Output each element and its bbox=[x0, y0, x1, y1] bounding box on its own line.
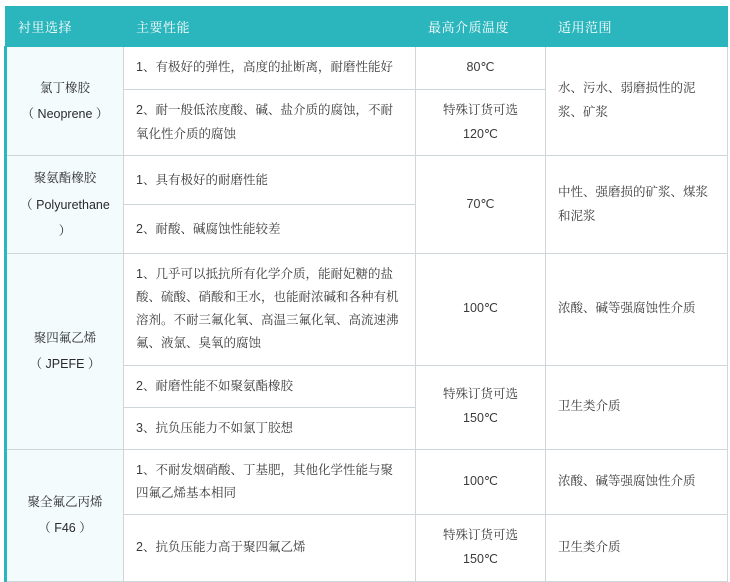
scope-cell: 卫生类介质 bbox=[546, 365, 728, 449]
temperature-line1: 70℃ bbox=[466, 196, 495, 211]
temperature-line1: 100℃ bbox=[463, 301, 498, 316]
temperature-cell bbox=[416, 156, 546, 254]
performance-cell: 2、耐酸、碱腐蚀性能较差 bbox=[124, 205, 416, 254]
material-cell-ptfe bbox=[6, 254, 124, 450]
material-name-line1: 聚四氟乙烯 bbox=[33, 331, 97, 346]
performance-cell: 2、耐一般低浓度酸、碱、盐介质的腐蚀，不耐氧化性介质的腐蚀 bbox=[124, 89, 416, 156]
material-name-line2: （ F46 ） bbox=[38, 521, 92, 536]
material-cell-neoprene bbox=[6, 47, 124, 156]
lining-selection-table bbox=[4, 6, 728, 582]
table-row bbox=[6, 254, 728, 366]
material-name-line2: （ Polyurethane ） bbox=[20, 197, 110, 238]
scope-cell: 浓酸、碱等强腐蚀性介质 bbox=[546, 449, 728, 514]
performance-cell: 3、抗负压能力不如氯丁胶想 bbox=[124, 407, 416, 449]
performance-cell: 2、耐磨性能不如聚氨酯橡胶 bbox=[124, 365, 416, 407]
performance-cell: 1、有极好的弹性，高度的扯断离，耐磨性能好 bbox=[124, 47, 416, 90]
temperature-line2: 150℃ bbox=[463, 551, 498, 566]
column-header-max-temp: 最高介质温度 bbox=[416, 7, 546, 47]
table-body bbox=[6, 47, 728, 582]
table-header bbox=[6, 7, 728, 47]
temperature-cell bbox=[416, 89, 546, 156]
temperature-line2: 150℃ bbox=[463, 411, 498, 426]
scope-cell: 浓酸、碱等强腐蚀性介质 bbox=[546, 254, 728, 366]
table-row bbox=[6, 449, 728, 514]
temperature-cell bbox=[416, 515, 546, 582]
material-name-line2: （ Neoprene ） bbox=[21, 107, 109, 122]
column-header-scope: 适用范围 bbox=[546, 7, 728, 47]
scope-cell: 水、污水、弱磨损性的泥浆、矿浆 bbox=[546, 47, 728, 156]
temperature-line2: 120℃ bbox=[463, 126, 498, 141]
temperature-line1: 特殊订货可选 bbox=[442, 528, 518, 542]
temperature-line1: 特殊订货可选 bbox=[442, 387, 518, 402]
temperature-cell bbox=[416, 365, 546, 449]
material-name-line1: 聚全氟乙丙烯 bbox=[27, 494, 103, 509]
temperature-line1: 100℃ bbox=[463, 474, 498, 488]
material-name-line2: （ JPEFE ） bbox=[29, 357, 101, 372]
scope-cell: 中性、强磨损的矿浆、煤浆和泥浆 bbox=[546, 156, 728, 254]
table-header-row bbox=[6, 7, 728, 47]
material-name-line1: 聚氨酯橡胶 bbox=[33, 171, 97, 186]
scope-cell: 卫生类介质 bbox=[546, 515, 728, 582]
performance-cell: 1、几乎可以抵抗所有化学介质，能耐妃糖的盐酸、硫酸、硝酸和王水，也能耐浓碱和各种有机溶剂。不耐三氟化氧、高温三氟化氧、高流速沸氟、液氯、臭氧的腐蚀 bbox=[124, 254, 416, 366]
table-row bbox=[6, 156, 728, 205]
performance-cell: 1、不耐发烟硝酸、丁基肥，其他化学性能与聚四氟乙烯基本相同 bbox=[124, 449, 416, 514]
temperature-cell bbox=[416, 254, 546, 366]
column-header-performance: 主要性能 bbox=[124, 7, 416, 47]
temperature-cell bbox=[416, 47, 546, 90]
table-row bbox=[6, 47, 728, 90]
temperature-line1: 特殊订货可选 bbox=[442, 102, 518, 117]
column-header-lining: 衬里选择 bbox=[6, 7, 124, 47]
material-cell-polyurethane bbox=[6, 156, 124, 254]
material-name-line1: 氯丁橡胶 bbox=[39, 80, 90, 95]
performance-cell: 1、具有极好的耐磨性能 bbox=[124, 156, 416, 205]
material-cell-fep bbox=[6, 449, 124, 581]
temperature-cell bbox=[416, 449, 546, 514]
performance-cell: 2、抗负压能力高于聚四氟乙烯 bbox=[124, 515, 416, 582]
temperature-line1: 80℃ bbox=[466, 60, 495, 74]
